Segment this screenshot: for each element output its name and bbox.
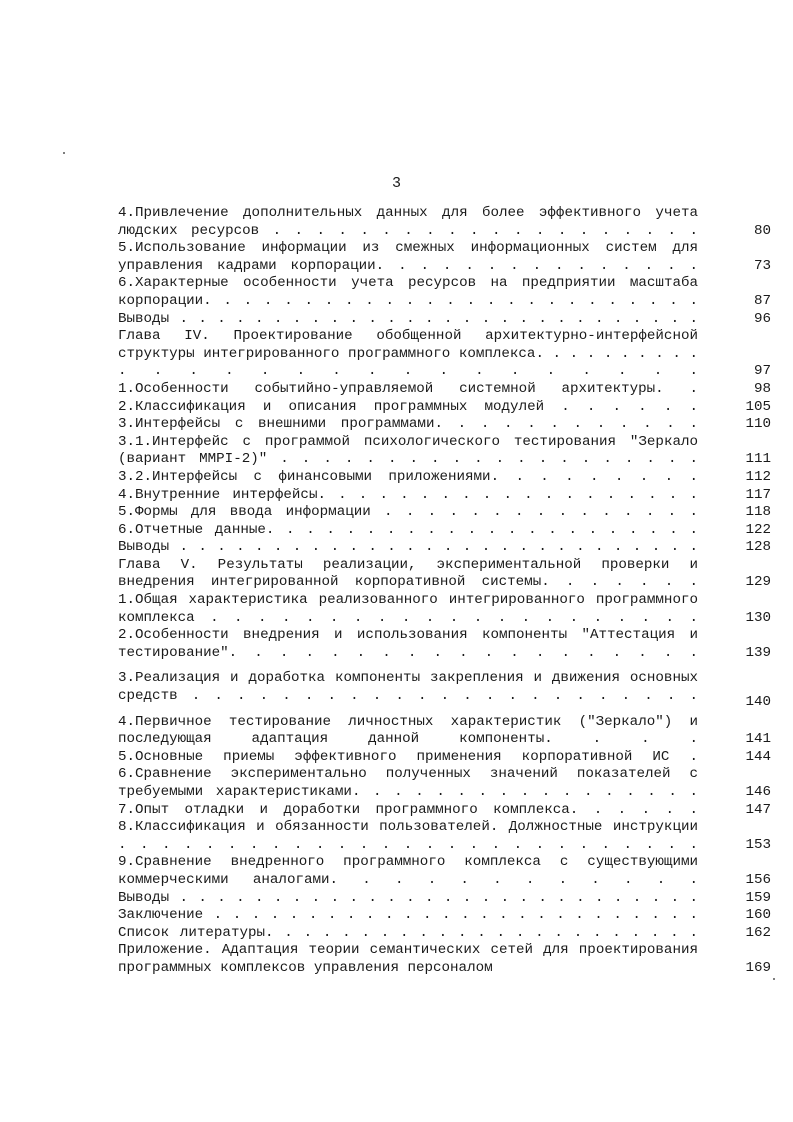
toc-entry: 6.Отчетные данные. . . . . . . . . . . . . . . . . . . . . . 122 [118,521,771,538]
toc-entry: 2.Особенности внедрения и использования компоненты "Аттестация и тестирование". . . . . . . . . . . . . . . . . . . 139 [118,627,771,661]
toc-page-number: 87 [753,292,771,309]
toc-entry: 6.Сравнение экспериментально полученных значений показателей с требуемыми характеристиками. . . . . . . . . . . . . . . . . 146 [118,766,771,800]
toc-entry: Приложение. Адаптация теории семантических сетей для проектирования программных комплексов управления персоналом 169 [118,942,771,976]
toc-page-number: 159 [745,889,771,906]
toc-page-number: 160 [745,907,771,924]
toc-entry: 9.Сравнение внедренного программного комплекса с существующими коммерческими аналогами. . . . . . . . . . . . 156 [118,854,771,888]
scan-speck [773,978,775,980]
toc-entry: Выводы . . . . . . . . . . . . . . . . . . . . . . . . . . . . 128 [118,539,771,556]
toc-entry: 3.1.Интерфейс с программой психологического тестирования "Зеркало (вариант MMPI-2)" . . . . . . . . . . . . . . . . . . . . 111 [118,433,771,468]
toc-page-number: 112 [745,468,771,485]
toc-page-number: 128 [745,539,771,556]
toc-entry: Список литературы. . . . . . . . . . . . . . . . . . . . . . . 162 [118,924,771,941]
toc-page-number: 110 [745,416,771,433]
toc-entry: 2.Классификация и описания программных модулей . . . . . . 105 [118,398,771,415]
toc-entry: Заключение . . . . . . . . . . . . . . . . . . . . . . . . . . 160 [118,907,771,924]
scan-speck [63,152,65,154]
toc-entry: 8.Классификация и обязанности пользователей. Должностные инструкции . . . . . . . . . . . . . . . . . . . . . . . . . . . 153 [118,819,771,853]
toc-entry: 6.Характерные особенности учета ресурсов на предприятии масштаба корпорации. . . . . . . . . . . . . . . . . . . . . . . . . 87 [118,275,771,309]
toc-page-number: 141 [745,731,771,748]
toc-entry: 4.Внутренние интерфейсы. . . . . . . . . . . . . . . . . . . 117 [118,486,771,503]
toc-page-number: 144 [745,748,771,765]
toc-page-number: 73 [753,257,771,274]
toc-entry: Выводы . . . . . . . . . . . . . . . . . . . . . . . . . . . . 96 [118,310,771,327]
page-number: 3 [391,175,401,192]
toc-page-number: 140 [745,694,771,711]
toc-page-number: 98 [753,380,771,397]
table-of-contents [118,205,773,978]
toc-page-number: 153 [745,836,771,853]
toc-entry: Глава V. Результаты реализации, экспериментальной проверки и внедрения интегрированной корпоративной системы. . . . . . . 129 [118,556,771,591]
toc-page-number: 111 [745,451,771,468]
toc-entry: Глава IV. Проектирование обобщенной архитектурно-интерфейсной структуры интегрированного программного комплекса. . . . . . . . . . . . . . . . . . . . . . . . . . . 97 [118,328,771,380]
toc-entry: 4.Привлечение дополнительных данных для более эффективного учета людских ресурсов . . . . . . . . . . . . . . . . . . . . 80 [118,205,771,239]
toc-page-number: 117 [745,486,771,503]
toc-entry: 5.Основные приемы эффективного применения корпоративной ИС . 144 [118,748,771,765]
toc-page-number: 118 [745,504,771,521]
toc-page-number: 80 [753,222,771,239]
toc-page-number: 130 [745,609,771,626]
toc-entry: 1.Общая характеристика реализованного интегрированного программного комплекса . . . . . . . . . . . . . . . . . . . . . 130 [118,592,771,626]
toc-entry: 1.Особенности событийно-управляемой системной архитектуры. . 98 [118,380,771,397]
toc-page-number: 169 [745,959,771,976]
toc-page-number: 139 [745,644,771,661]
toc-page-number: 97 [753,363,771,380]
toc-page-number: 129 [745,574,771,591]
toc-page-number: 146 [745,784,771,800]
toc-page-number: 105 [745,398,771,415]
toc-page-number: 147 [745,801,771,818]
toc-page-number: 122 [745,521,771,538]
toc-entry: 4.Первичное тестирование личностных характеристик ("Зеркало") и последующая адаптация данной компоненты. . . . 141 [118,713,771,748]
toc-entry: 3.Реализация и доработка компоненты закрепления и движения основных средств . . . . . . . . . . . . . . . . . . . . . . . 140 [118,670,771,711]
toc-page-number: 156 [745,871,771,888]
toc-page-number: 96 [753,310,771,327]
toc-entry: 5.Использование информации из смежных информационных систем для управления кадрами корпорации. . . . . . . . . . . . . . . 73 [118,240,771,274]
toc-entry: 5.Формы для ввода информации . . . . . . . . . . . . . . . 118 [118,504,771,521]
toc-entry: Выводы . . . . . . . . . . . . . . . . . . . . . . . . . . . . 159 [118,889,771,906]
toc-page-number: 162 [745,924,771,941]
toc-entry: 3.Интерфейсы с внешними программами. . . . . . . . . . . . 110 [118,416,771,433]
toc-entry: 7.Опыт отладки и доработки программного комплекса. . . . . . 147 [118,801,771,818]
toc-entry: 3.2.Интерфейсы с финансовыми приложениями. . . . . . . . . 112 [118,468,771,485]
